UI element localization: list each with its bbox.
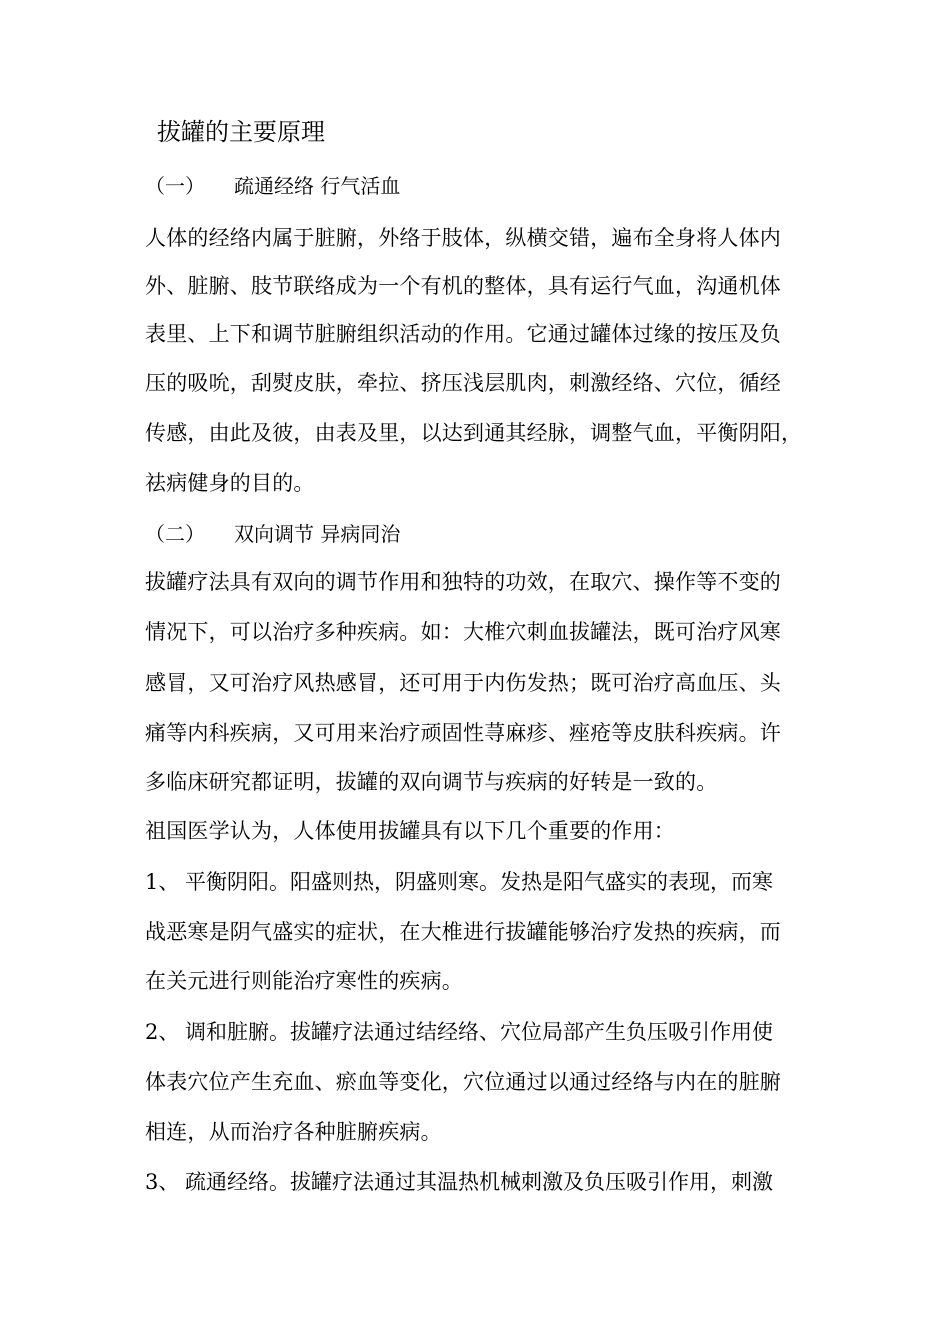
item-1-number: 1、 (145, 870, 180, 894)
paragraph-line: 表里、上下和调节脏腑组织活动的作用。它通过罐体过缘的按压及负 (145, 322, 781, 346)
paragraph-line: 外、脏腑、肢节联络成为一个有机的整体，具有运行气血，沟通机体 (145, 274, 781, 298)
paragraph-line: 感冒，又可治疗风热感冒，还可用于内伤发热；既可治疗高血压、头 (145, 671, 781, 695)
item-2-line: 体表穴位产生充血、瘀血等变化，穴位通过以通过经络与内在的脏腑 (145, 1070, 781, 1094)
section-2-number: （二） (145, 522, 205, 546)
paragraph-line: 痛等内科疾病，又可用来治疗顽固性荨麻疹、痤疮等皮肤科疾病。许 (145, 721, 781, 745)
item-2-number: 2、 (145, 1020, 180, 1044)
section-2-heading: 双向调节 异病同治 (234, 522, 401, 546)
paragraph-line: 人体的经络内属于脏腑，外络于肢体，纵横交错，遍布全身将人体内 (145, 226, 781, 250)
paragraph-line: 祛病健身的目的。 (145, 471, 315, 495)
item-1-line: 战恶寒是阴气盛实的症状，在大椎进行拔罐能够治疗发热的疾病，而 (145, 920, 781, 944)
item-1-line: 在关元进行则能治疗寒性的疾病。 (145, 969, 463, 993)
paragraph-line: 压的吸吮，刮熨皮肤，牵拉、挤压浅层肌肉，刺激经络、穴位，循经 (145, 371, 781, 395)
item-2-line: 相连，从而治疗各种脏腑疾病。 (145, 1120, 442, 1144)
intro-line: 祖国医学认为，人体使用拔罐具有以下几个重要的作用： (145, 819, 675, 843)
item-3-number: 3、 (145, 1170, 180, 1194)
paragraph-line: 拔罐疗法具有双向的调节作用和独特的功效，在取穴、操作等不变的 (145, 570, 781, 594)
section-1-heading: 疏通经络 行气活血 (234, 174, 401, 198)
paragraph-line: 情况下，可以治疗多种疾病。如：大椎穴刺血拔罐法，既可治疗风寒 (145, 620, 781, 644)
item-2-first-line: 调和脏腑。拔罐疗法通过结经络、穴位局部产生负压吸引作用使 (185, 1020, 773, 1044)
paragraph-line: 传感，由此及彼，由表及里，以达到通其经脉，调整气血，平衡阴阳， (145, 421, 803, 445)
item-1-first-line: 平衡阴阳。阳盛则热，阴盛则寒。发热是阳气盛实的表现，而寒 (185, 870, 773, 894)
document-title: 拔罐的主要原理 (157, 118, 325, 146)
item-3-first-line: 疏通经络。拔罐疗法通过其温热机械刺激及负压吸引作用，刺激 (185, 1170, 773, 1194)
paragraph-line: 多临床研究都证明，拔罐的双向调节与疾病的好转是一致的。 (145, 770, 718, 794)
section-1-number: （一） (145, 174, 205, 198)
